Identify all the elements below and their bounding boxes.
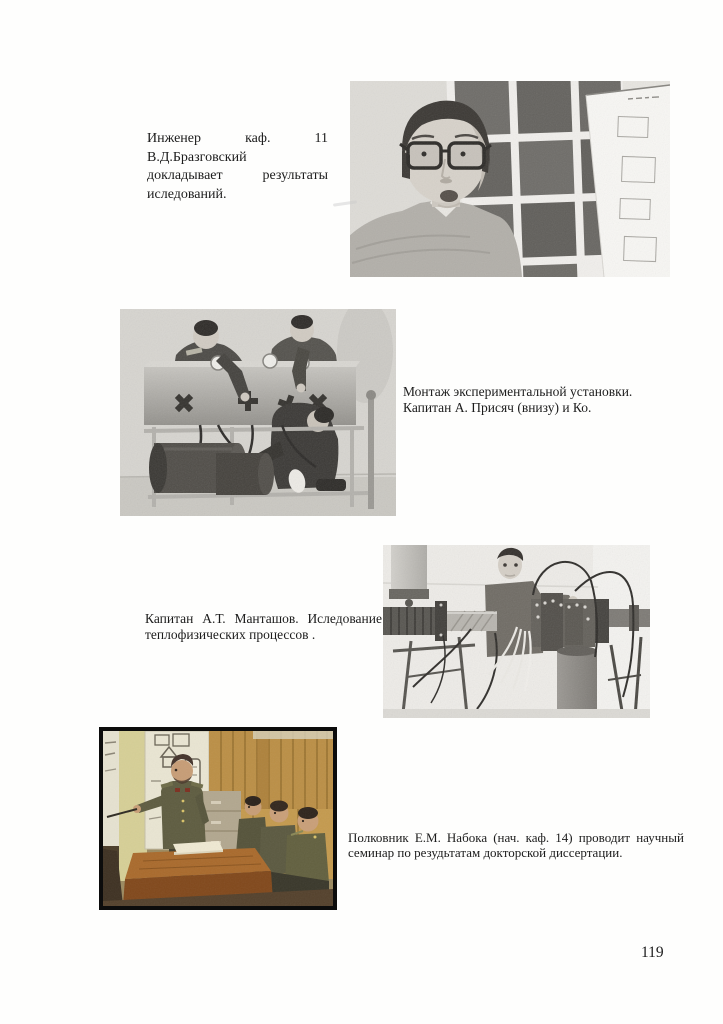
caption-line: Инженер каф. 11 (147, 131, 328, 146)
page-number: 119 (641, 944, 664, 961)
caption-line: Капитан А.Т. Манташов. Иследование (145, 611, 382, 626)
caption-figure1 (147, 130, 328, 205)
photo-mantashov-rig (383, 545, 650, 718)
photo-naboka-seminar (99, 727, 337, 910)
caption-line: Капитан А. Присяч (внизу) и Ко. (403, 399, 592, 415)
caption-figure2 (403, 384, 643, 415)
caption-line: теплофизических процессов . (145, 626, 316, 642)
caption-line: Монтаж экспериментальной установки. (403, 384, 633, 399)
caption-line: семинар по резудьтатам докторской диссертации. (348, 845, 623, 860)
photo-brazgovsky-portrait (350, 81, 670, 277)
caption-line: иследований. (147, 187, 227, 203)
photo-installation-assembly (120, 309, 396, 516)
caption-figure4 (348, 830, 684, 860)
caption-line: Полковник Е.М. Набока (нач. каф. 14) проводит научный (348, 830, 684, 845)
caption-figure3 (145, 611, 382, 642)
caption-line: докладывает результаты (147, 168, 328, 184)
caption-line: В.Д.Бразговский (147, 149, 247, 165)
